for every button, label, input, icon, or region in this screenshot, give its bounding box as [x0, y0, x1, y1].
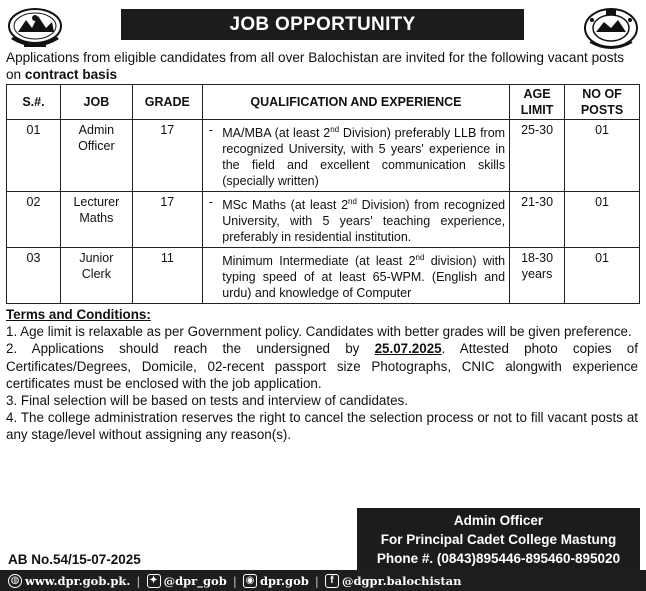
contract-basis-text: contract basis	[24, 67, 118, 82]
row-qualification: Minimum Intermediate (at least 2nd division) with typing speed of at least 65-WPM. (English and urdu) and knowledge of Computer	[220, 248, 509, 304]
twitter-text: @dpr_gob	[163, 573, 227, 588]
row-dash: -	[202, 192, 220, 248]
row-sno: 02	[7, 192, 61, 248]
header-grade: GRADE	[132, 85, 202, 120]
table-row	[7, 248, 640, 304]
facebook-icon: f	[325, 574, 339, 588]
row-grade: 17	[132, 120, 202, 192]
row-job: Lecturer Maths	[60, 192, 132, 248]
row-posts: 01	[565, 120, 640, 192]
row-qualification: MSc Maths (at least 2nd Division) from recognized University, with 5 years' teaching experience, preferably in residential institution.	[220, 192, 509, 248]
footer-separator: |	[314, 573, 319, 588]
instagram-icon: ◉	[243, 574, 257, 588]
row-job: Admin Officer	[60, 120, 132, 192]
intro-paragraph	[6, 49, 640, 83]
table-row	[7, 120, 640, 192]
cadet-college-crest-logo	[582, 6, 640, 50]
page-title: JOB OPPORTUNITY	[121, 9, 524, 40]
footer-separator: |	[232, 573, 237, 588]
contact-box	[357, 508, 640, 570]
footer-website[interactable]	[8, 574, 130, 588]
jobs-table	[6, 84, 640, 304]
term-item-4: 4. The college administration reserves the right to cancel the selection process or not to fill vacant posts at any stage/level without assigning any reason(s).	[6, 410, 638, 443]
instagram-text: dpr.gob	[259, 573, 309, 588]
contact-title: Admin Officer	[453, 513, 544, 528]
row-dash	[202, 248, 220, 304]
header-no-of-posts: NO OF POSTS	[565, 85, 640, 120]
term-item-3: 3. Final selection will be based on tests and interview of candidates.	[6, 393, 408, 409]
row-age-limit: 25-30	[510, 120, 565, 192]
row-grade: 11	[132, 248, 202, 304]
row-sno: 01	[7, 120, 61, 192]
table-row	[7, 192, 640, 248]
contact-institution: For Principal Cadet College Mastung	[380, 532, 617, 547]
twitter-icon: ✦	[147, 574, 161, 588]
row-posts: 01	[565, 248, 640, 304]
row-qualification: MA/MBA (at least 2nd Division) preferably LLB from recognized University, with 5 years' experience in the field and excellent communication skills (specially written)	[220, 120, 509, 192]
balochistan-emblem-logo	[6, 6, 64, 50]
footer-bar	[0, 570, 646, 591]
footer-twitter[interactable]	[147, 574, 227, 588]
row-age-limit: 21-30	[510, 192, 565, 248]
website-text: www.dpr.gob.pk.	[25, 573, 131, 588]
row-dash: -	[202, 120, 220, 192]
footer-facebook[interactable]	[325, 574, 462, 588]
header-job: JOB	[60, 85, 132, 120]
table-header-row	[7, 85, 640, 120]
footer-separator: |	[136, 573, 141, 588]
row-job: Junior Clerk	[60, 248, 132, 304]
contact-phone: Phone #. (0843)895446-895460-895020	[376, 551, 621, 566]
row-sno: 03	[7, 248, 61, 304]
row-age-limit: 18-30 years	[510, 248, 565, 304]
terms-section	[6, 306, 638, 444]
row-posts: 01	[565, 192, 640, 248]
header-sno: S.#.	[7, 85, 61, 120]
globe-icon: ◍	[8, 574, 22, 588]
row-grade: 17	[132, 192, 202, 248]
footer-instagram[interactable]	[243, 574, 309, 588]
terms-heading: Terms and Conditions:	[6, 307, 151, 322]
deadline-date: 25.07.2025	[374, 341, 442, 357]
facebook-text: @dgpr.balochistan	[341, 573, 462, 588]
header-age-limit: AGE LIMIT	[510, 85, 565, 120]
header-qualification: QUALIFICATION AND EXPERIENCE	[202, 85, 509, 120]
intro-text: Applications from eligible candidates from all over Balochistan are invited for the following vacant posts on	[6, 50, 625, 82]
term-item-1: 1. Age limit is relaxable as per Government policy. Candidates with better grades will be given preference.	[6, 324, 632, 340]
ab-number: AB No.54/15-07-2025	[8, 552, 141, 567]
term-item-2: 2. Applications should reach the undersigned by 25.07.2025. Attested photo copies of Certificates/Degrees, Domicile, 02-recent passport size Photographs, CNIC alongwith experience certificates must be enclosed with the job application.	[6, 341, 638, 391]
